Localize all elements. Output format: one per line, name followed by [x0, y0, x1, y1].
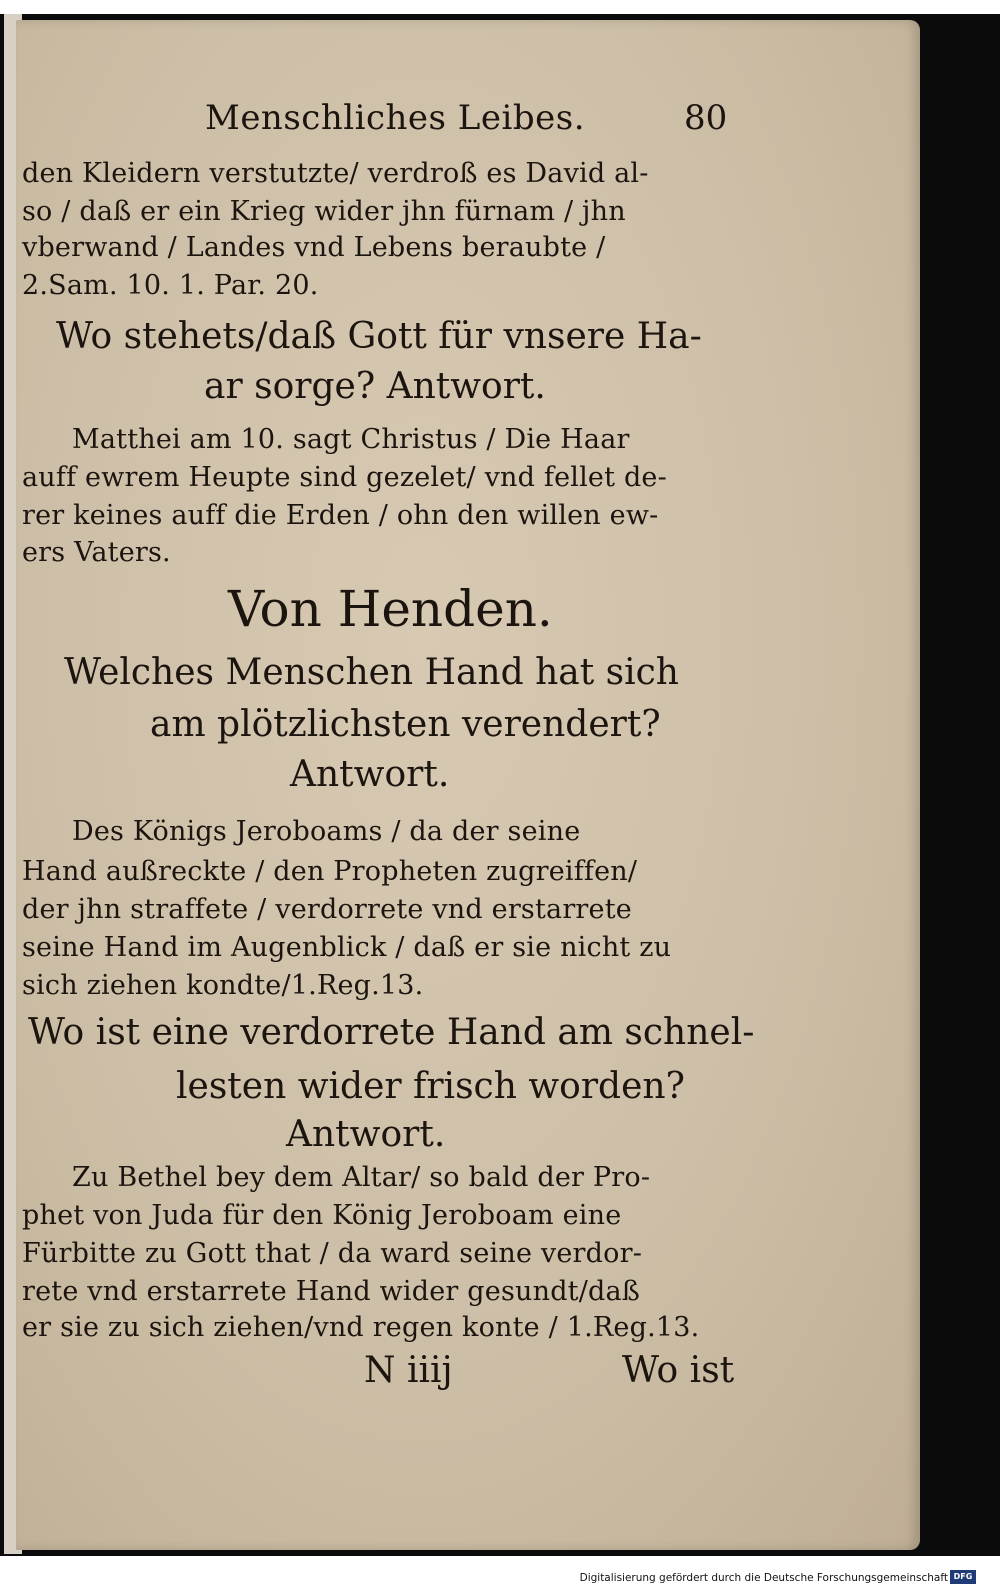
question-heading: lesten wider frisch worden? — [176, 1066, 685, 1107]
text-line: Fürbitte zu Gott that / da ward seine verdor- — [22, 1238, 643, 1269]
text-line: vberwand / Landes vnd Lebens beraubte / — [22, 232, 606, 263]
text-line: er sie zu sich ziehen/vnd regen konte / 1.Reg.13. — [22, 1312, 700, 1343]
text-line: seine Hand im Augenblick / daß er sie nicht zu — [22, 932, 672, 963]
text-line: Zu Bethel bey dem Altar/ so bald der Pro- — [72, 1162, 651, 1193]
text-line: der jhn straffete / verdorrete vnd erstarrete — [22, 894, 632, 925]
question-heading: Antwort. — [286, 1114, 446, 1155]
text-line: den Kleidern verstutzte/ verdroß es David al- — [22, 158, 649, 189]
text-line: 2.Sam. 10. 1. Par. 20. — [22, 270, 319, 301]
question-heading: am plötzlichsten verendert? — [150, 704, 661, 745]
question-heading: ar sorge? Antwort. — [204, 366, 546, 407]
text-line: Hand außreckte / den Propheten zugreiffen/ — [22, 856, 638, 887]
text-line: rer keines auff die Erden / ohn den willen ew- — [22, 500, 659, 531]
signature-mark: N iiij — [364, 1350, 453, 1391]
catchword: Wo ist — [622, 1350, 735, 1391]
running-head: Menschliches Leibes. — [205, 98, 585, 138]
text-line: so / daß er ein Krieg wider jhn fürnam / jhn — [22, 196, 626, 227]
text-line: auff ewrem Heupte sind gezelet/ vnd fellet de- — [22, 462, 667, 493]
dfg-logo-icon: DFG — [950, 1570, 976, 1584]
footer-credit: Digitalisierung gefördert durch die Deutsche Forschungsgemeinschaft — [579, 1572, 948, 1584]
question-heading: Welches Menschen Hand hat sich — [64, 652, 679, 693]
question-heading: Wo ist eine verdorrete Hand am schnel- — [28, 1012, 755, 1053]
text-line: ers Vaters. — [22, 537, 171, 568]
text-line: sich ziehen kondte/1.Reg.13. — [22, 970, 424, 1001]
question-heading: Wo stehets/daß Gott für vnsere Ha- — [56, 316, 702, 357]
question-heading: Antwort. — [290, 754, 450, 795]
page-number: 80 — [684, 98, 728, 138]
section-title: Von Henden. — [228, 580, 553, 638]
text-line: phet von Juda für den König Jeroboam eine — [22, 1200, 622, 1231]
top-border — [0, 0, 1000, 14]
text-line: rete vnd erstarrete Hand wider gesundt/daß — [22, 1276, 641, 1307]
text-line: Matthei am 10. sagt Christus / Die Haar — [72, 424, 630, 455]
text-line: Des Königs Jeroboams / da der seine — [72, 816, 581, 847]
